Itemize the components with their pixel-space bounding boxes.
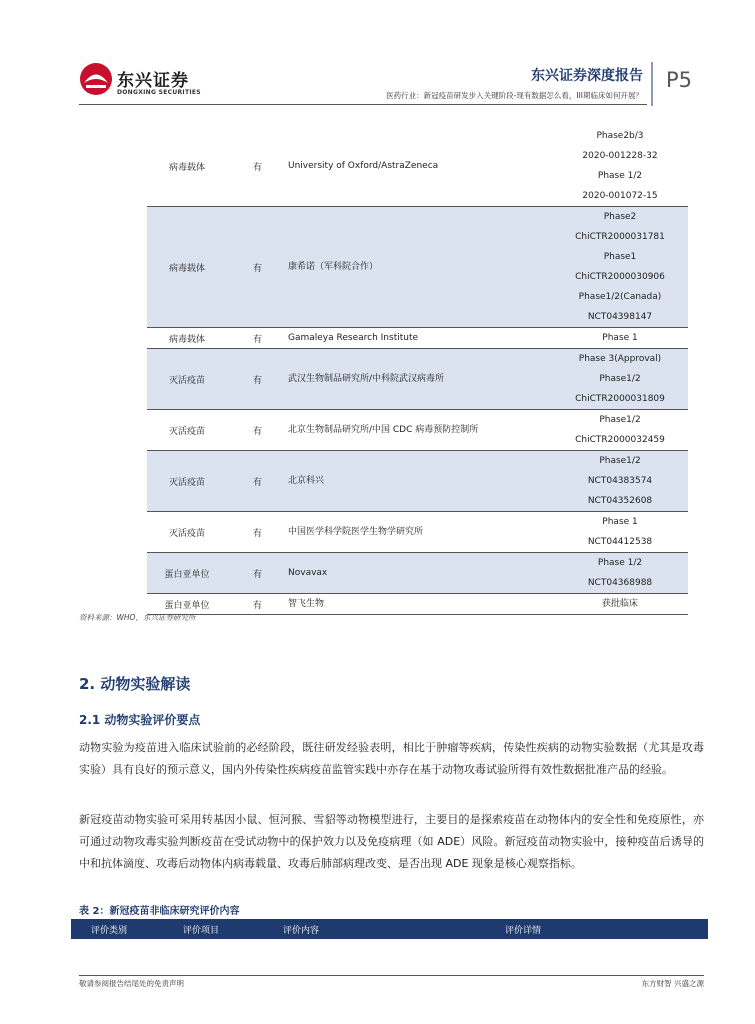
paragraph-2: 新冠疫苗动物实验可采用转基因小鼠、恒河猴、雪貂等动物模型进行，主要目的是探索疫苗在动物体内的安全性和免疫原性，亦可通过动物攻毒实验判断疫苗在受试动物中的保护效力以及免疫病理（如 ADE）风险。新冠疫苗动物实验中，接种疫苗后诱导的中和抗体滴度、攻毒后动物体内病毒载量、攻毒后肺部病理改变、是否出现 ADE 现象是核心观察指标。 — [79, 813, 704, 870]
phase-line: Phase 3(Approval) — [578, 354, 662, 364]
has-data-cell: 有 — [227, 328, 282, 349]
phase-line: Phase 1/2 — [597, 171, 643, 181]
has-data-cell: 有 — [227, 553, 282, 594]
phase-cell — [552, 126, 688, 207]
phase-line: NCT04412538 — [587, 537, 653, 547]
organization-cell: University of Oxford/AstraZeneca — [282, 126, 552, 207]
vaccine-type-cell: 蛋白亚单位 — [147, 594, 227, 615]
phase-line: NCT04368988 — [587, 578, 653, 588]
organization-cell: 北京科兴 — [282, 451, 552, 512]
table2-col-content: 评价内容 — [283, 926, 320, 936]
paragraph-1: 动物实验为疫苗进入临床试验前的必经阶段，既往研发经验表明，相比于肿瘤等疾病，传染性疾病的动物实验数据（尤其是攻毒实验）具有良好的预示意义，国内外传染性疾病疫苗监管实践中亦存在基于动物攻毒试验所得有效性数据批准产品的经验。 — [79, 741, 704, 776]
phase-line: Phase1/2(Canada) — [578, 292, 662, 302]
vaccine-type-cell: 灭活疫苗 — [147, 512, 227, 553]
vaccine-type-cell: 灭活疫苗 — [147, 451, 227, 512]
phase-line: Phase2b/3 — [596, 131, 644, 141]
phase-line: Phase1 — [603, 252, 637, 262]
phase-cell — [552, 349, 688, 410]
footer-rule — [79, 975, 704, 976]
table2-col-category: 评价类别 — [91, 926, 128, 936]
has-data-cell: 有 — [227, 126, 282, 207]
footer-slogan: 东方财智 兴盛之源 — [641, 979, 704, 988]
logo-subtitle: DONGXING SECURITIES — [117, 89, 201, 96]
table-row — [147, 126, 688, 207]
organization-cell: Novavax — [282, 553, 552, 594]
logo-name: 东兴证券 — [117, 71, 189, 91]
table2-title: 表 2：新冠疫苗非临床研究评价内容 — [79, 906, 240, 917]
table-source: 资料来源：WHO，东兴证券研究所 — [79, 613, 196, 622]
phase-line: Phase1/2 — [599, 456, 641, 466]
report-subtitle: 医药行业：新冠疫苗研发步入关键阶段-现有数据怎么看，III期临床如何开展？ — [386, 91, 643, 100]
organization-cell: 武汉生物制品研究所/中科院武汉病毒所 — [282, 349, 552, 410]
table2-header — [71, 919, 708, 939]
phase-line: NCT04398147 — [587, 312, 653, 322]
vaccine-type-cell: 病毒载体 — [147, 126, 227, 207]
has-data-cell: 有 — [227, 512, 282, 553]
table-row — [147, 512, 688, 553]
phase-line: 2020-001072-15 — [582, 191, 658, 201]
phase-line: ChiCTR2000031781 — [575, 232, 665, 242]
table2-col-item: 评价项目 — [183, 926, 220, 936]
vaccine-table — [147, 126, 688, 615]
table-row — [147, 410, 688, 451]
has-data-cell: 有 — [227, 207, 282, 328]
table-row — [147, 594, 688, 615]
header-rule — [79, 104, 647, 105]
has-data-cell: 有 — [227, 349, 282, 410]
phase-cell — [552, 594, 688, 615]
organization-cell: 智飞生物 — [282, 594, 552, 615]
organization-cell: 北京生物制品研究所/中国 CDC 病毒预防控制所 — [282, 410, 552, 451]
phase-line: Phase1/2 — [599, 415, 641, 425]
vaccine-type-cell: 病毒载体 — [147, 207, 227, 328]
phase-line: Phase 1 — [602, 333, 638, 343]
phase-line: NCT04352608 — [587, 496, 653, 506]
organization-cell: 康希诺（军科院合作） — [282, 207, 552, 328]
phase-line: Phase 1/2 — [597, 558, 643, 568]
company-logo — [79, 62, 209, 102]
has-data-cell: 有 — [227, 451, 282, 512]
phase-cell — [552, 410, 688, 451]
vaccine-type-cell: 病毒载体 — [147, 328, 227, 349]
phase-cell — [552, 207, 688, 328]
phase-line: Phase 1 — [602, 517, 638, 527]
page-header — [0, 0, 755, 120]
phase-line: 获批临床 — [601, 599, 638, 609]
organization-cell: Gamaleya Research Institute — [282, 328, 552, 349]
phase-line: Phase2 — [603, 212, 637, 222]
vaccine-type-cell: 灭活疫苗 — [147, 349, 227, 410]
table-row — [147, 207, 688, 328]
report-title: 东兴证券深度报告 — [531, 68, 643, 84]
phase-line: Phase1/2 — [599, 374, 641, 384]
has-data-cell: 有 — [227, 410, 282, 451]
vaccine-type-cell: 蛋白亚单位 — [147, 553, 227, 594]
table-row — [147, 553, 688, 594]
phase-cell — [552, 553, 688, 594]
phase-line: ChiCTR2000030906 — [575, 272, 665, 282]
table2-col-detail: 评价详情 — [505, 926, 542, 936]
phase-line: 2020-001228-32 — [582, 151, 658, 161]
phase-cell — [552, 512, 688, 553]
vaccine-type-cell: 灭活疫苗 — [147, 410, 227, 451]
footer-disclaimer: 敬请参阅报告结尾处的免责声明 — [79, 979, 184, 988]
organization-cell: 中国医学科学院医学生物学研究所 — [282, 512, 552, 553]
page-number: P5 — [666, 68, 693, 92]
table-row — [147, 349, 688, 410]
section-heading: 2. 动物实验解读 — [79, 675, 191, 693]
phase-cell — [552, 451, 688, 512]
phase-cell — [552, 328, 688, 349]
phase-line: NCT04383574 — [587, 476, 653, 486]
header-divider — [651, 62, 653, 106]
subsection-heading: 2.1 动物实验评价要点 — [79, 713, 201, 727]
phase-line: ChiCTR2000032459 — [575, 435, 665, 445]
table-row — [147, 328, 688, 349]
has-data-cell: 有 — [227, 594, 282, 615]
logo-mark-icon — [79, 62, 113, 96]
phase-line: ChiCTR2000031809 — [575, 394, 665, 404]
table-row — [147, 451, 688, 512]
